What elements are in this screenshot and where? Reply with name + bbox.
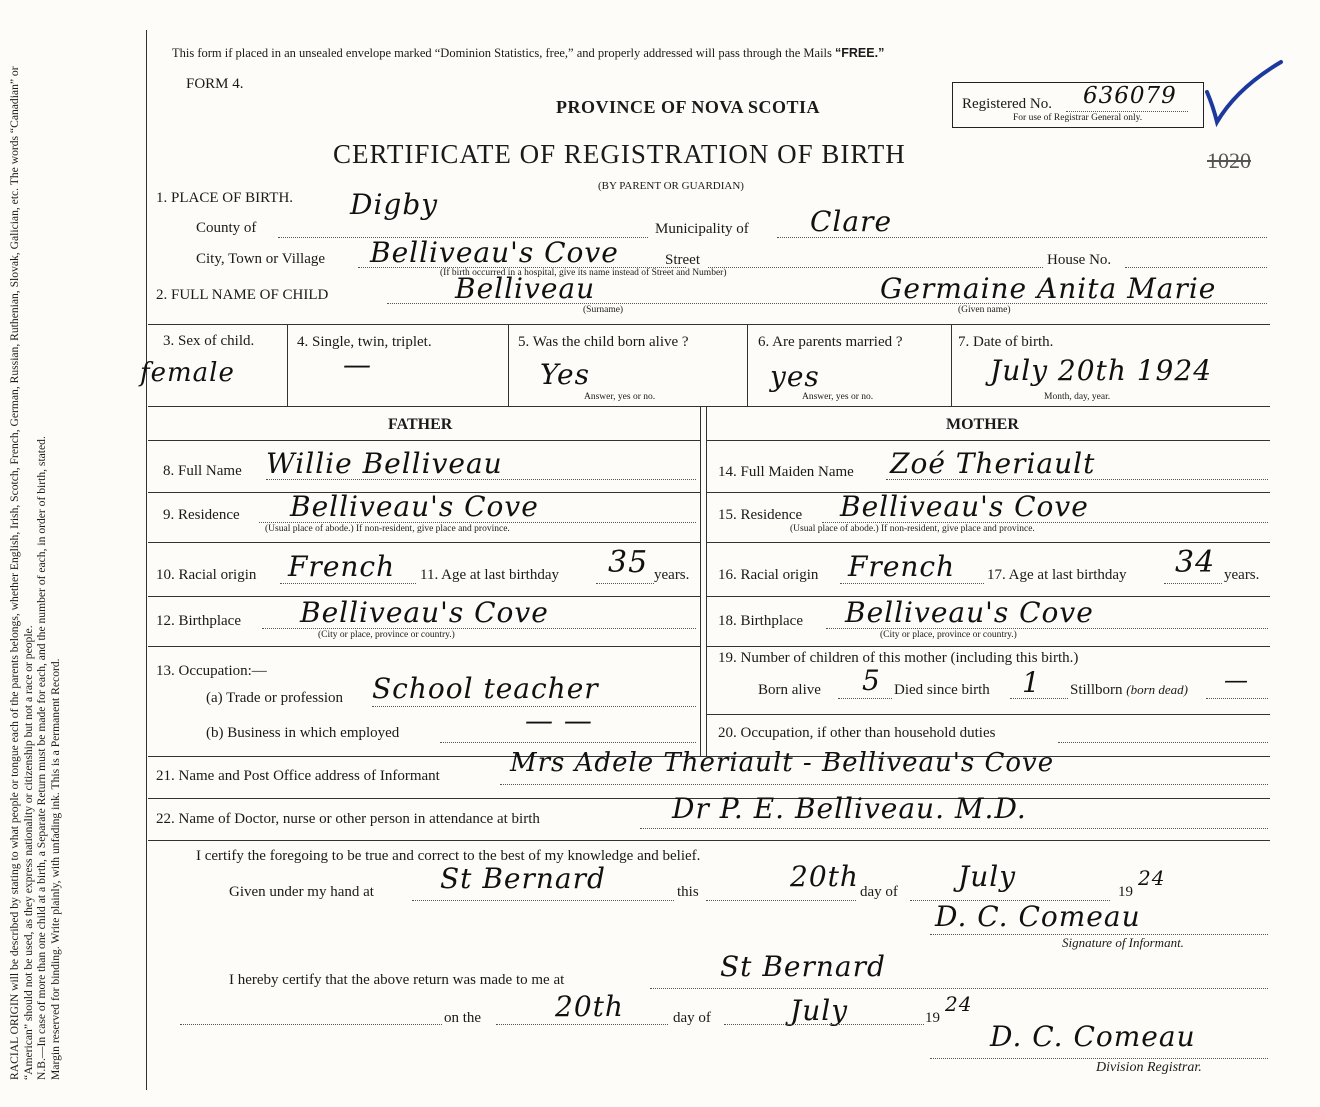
doctor-dotline: [640, 828, 1268, 829]
mother-birthplace-label: 18. Birthplace: [718, 613, 803, 629]
father-name-label: 8. Full Name: [163, 463, 242, 479]
father-trade-label: (a) Trade or profession: [206, 690, 344, 706]
rule-heads-left: [148, 440, 700, 441]
child-name-dotline: [387, 303, 1267, 304]
child-name-label: 2. FULL NAME OF CHILD: [156, 287, 329, 303]
informant-dotline: [500, 784, 1268, 785]
given-name-caption: (Given name): [958, 305, 1011, 315]
margin-binding-note: Margin reserved for binding. Write plainly, with unfading ink. This is a Permanent Record.: [48, 658, 62, 1080]
certify-statement: I certify the foregoing to be true and correct to the best of my knowledge and belief.: [196, 848, 701, 864]
certificate-title: CERTIFICATE OF REGISTRATION OF BIRTH: [333, 139, 906, 169]
municipality-value: Clare: [810, 205, 893, 238]
parents-divider-b: [706, 406, 707, 756]
father-trade-value: School teacher: [372, 672, 599, 705]
father-birthplace-value: Belliveau's Cove: [300, 596, 549, 629]
mother-racial-dotline: [840, 583, 984, 584]
house-dotline: [1125, 267, 1267, 268]
father-racial-label: 10. Racial origin: [156, 567, 257, 583]
born-alive-dotline: [838, 698, 892, 699]
alive-label: 5. Was the child born alive ?: [518, 334, 689, 350]
married-caption: Answer, yes or no.: [802, 392, 874, 402]
street-dotline: [708, 267, 1043, 268]
alive-caption: Answer, yes or no.: [584, 392, 656, 402]
father-birthplace-dotline: [262, 628, 696, 629]
mother-name-label: 14. Full Maiden Name: [718, 464, 854, 480]
mail-notice-free: “FREE.”: [835, 46, 885, 60]
certify-day-dotline: [706, 900, 856, 901]
married-value: yes: [770, 360, 820, 393]
father-birthplace-label: 12. Birthplace: [156, 613, 241, 629]
registrar-signature: D. C. Comeau: [990, 1020, 1196, 1053]
died-dotline: [1010, 698, 1068, 699]
father-age-label: 11. Age at last birthday: [420, 567, 559, 583]
rule-row9-right: [706, 542, 1270, 543]
registrar-on-label: on the: [444, 1010, 482, 1026]
father-residence-value: Belliveau's Cove: [290, 490, 539, 523]
registrar-lead-dotline: [180, 1024, 442, 1025]
child-given-names: Germaine Anita Marie: [880, 272, 1217, 305]
mother-heading: MOTHER: [946, 416, 1019, 433]
plurality-value: —: [343, 348, 372, 381]
informant-value: Mrs Adele Theriault - Belliveau's Cove: [510, 748, 1055, 778]
check-mark-icon: [1205, 58, 1285, 128]
sex-label: 3. Sex of child.: [163, 333, 255, 349]
street-label: Street: [665, 252, 700, 268]
rule-row9-left: [148, 542, 700, 543]
mother-age-dotline: [1164, 583, 1222, 584]
stillborn-label: Stillborn (born dead): [1070, 682, 1189, 698]
registrar-month: July: [790, 994, 849, 1027]
rule-parents-top: [148, 406, 1270, 407]
registered-number: 636079: [1083, 83, 1177, 109]
rule-doctor: [148, 840, 1270, 841]
given-place: St Bernard: [440, 862, 606, 895]
father-city-note: (City or place, province or country.): [318, 630, 455, 640]
father-abode-note: (Usual place of abode.) If non-resident, give place and province.: [265, 524, 510, 534]
details-divider-3: [747, 324, 748, 406]
father-name-dotline: [266, 479, 696, 480]
dob-label: 7. Date of birth.: [958, 334, 1054, 350]
child-surname: Belliveau: [455, 272, 596, 305]
father-business-dotline: [440, 742, 696, 743]
father-residence-dotline: [259, 522, 696, 523]
municipality-label: Municipality of: [655, 221, 749, 237]
registrar-day-dotline: [496, 1024, 668, 1025]
mother-age-label: 17. Age at last birthday: [987, 567, 1127, 583]
father-residence-label: 9. Residence: [163, 507, 240, 523]
dob-caption: Month, day, year.: [1044, 392, 1111, 402]
details-divider-2: [508, 324, 509, 406]
binding-margin-line: [146, 30, 147, 1090]
married-label: 6. Are parents married ?: [758, 334, 903, 350]
mother-residence-dotline: [822, 522, 1268, 523]
county-value: Digby: [350, 188, 439, 221]
registered-dotline: [1066, 111, 1188, 112]
corner-mark: 1020: [1207, 148, 1251, 173]
city-label: City, Town or Village: [196, 251, 326, 267]
details-divider-1: [287, 324, 288, 406]
father-occupation-label: 13. Occupation:—: [156, 663, 267, 679]
hospital-note: (If birth occurred in a hospital, give its name instead of Street and Number): [440, 268, 727, 278]
father-business-label: (b) Business in which employed: [206, 725, 400, 741]
registrar-caption: Division Registrar.: [1096, 1060, 1202, 1075]
county-label: County of: [196, 220, 257, 236]
registered-label: Registered No.: [962, 96, 1052, 112]
father-age-value: 35: [608, 545, 649, 580]
certify-month: July: [958, 860, 1017, 893]
province-heading: PROVINCE OF NOVA SCOTIA: [556, 97, 821, 117]
died-label: Died since birth: [894, 682, 990, 698]
this-label: this: [677, 884, 699, 900]
stillborn-dotline: [1206, 698, 1268, 699]
registrar-signature-dotline: [930, 1058, 1268, 1059]
registrar-place-dotline: [650, 988, 1268, 989]
informant-signature-caption: Signature of Informant.: [1062, 935, 1184, 950]
informant-label: 21. Name and Post Office address of Informant: [156, 768, 440, 784]
doctor-label: 22. Name of Doctor, nurse or other person in attendance at birth: [156, 811, 540, 827]
registrar-place: St Bernard: [720, 950, 886, 983]
mother-name-value: Zoé Theriault: [890, 447, 1096, 480]
surname-caption: (Surname): [583, 305, 624, 315]
mother-occupation-label: 20. Occupation, if other than household duties: [718, 725, 996, 741]
parents-divider-a: [700, 406, 701, 756]
mother-name-dotline: [886, 479, 1268, 480]
certify-year-prefix: 19: [1118, 884, 1133, 900]
father-heading: FATHER: [388, 416, 453, 433]
mother-years-label: years.: [1224, 567, 1260, 583]
father-racial-value: French: [288, 550, 396, 583]
stillborn-value: —: [1224, 666, 1249, 694]
father-racial-dotline: [280, 583, 416, 584]
city-value: Belliveau's Cove: [370, 236, 619, 269]
margin-racial-origin-note: RACIAL ORIGIN will be described by stating to what people or tongue each of the parents belongs, whether English, Irish, Scotch, French, German, Russian, Ruthenian, Slovak, Galician, etc. The words “Canadian” or “American” should not be used, as they express nationality or citizenship but not a race or people.: [8, 66, 35, 1080]
registrar-day-label: day of: [673, 1010, 711, 1026]
sex-value: female: [140, 358, 235, 388]
given-place-dotline: [412, 900, 674, 901]
margin-instructions: [8, 20, 62, 1080]
registrar-statement: I hereby certify that the above return was made to me at: [229, 972, 565, 988]
margin-multiple-birth-note: N.B.—In case of more than one child at a birth, a Separate Return must be made for each, and the number of each, in order of birth, stated.: [35, 436, 48, 1080]
details-divider-4: [951, 324, 952, 406]
rule-row19: [706, 714, 1270, 715]
mother-residence-label: 15. Residence: [718, 507, 803, 523]
rule-row12-left: [148, 646, 700, 647]
doctor-value: Dr P. E. Belliveau. M.D.: [672, 792, 1027, 825]
born-alive-value: 5: [862, 664, 881, 697]
plurality-label: 4. Single, twin, triplet.: [297, 334, 432, 350]
form-number: FORM 4.: [186, 76, 244, 92]
mail-notice: This form if placed in an unsealed envelope marked “Dominion Statistics, free,” and properly addressed will pass through the Mails “FREE.”: [172, 46, 885, 60]
registrar-note: For use of Registrar General only.: [1013, 113, 1143, 123]
died-value: 1: [1022, 666, 1041, 699]
rule-details-top: [148, 324, 1270, 325]
father-years-label: years.: [654, 567, 690, 583]
stillborn-note: (born dead): [1126, 682, 1189, 697]
registrar-date-dotline: [724, 1024, 924, 1025]
born-alive-label: Born alive: [758, 682, 821, 698]
registrar-year: 24: [945, 992, 973, 1016]
mother-birthplace-dotline: [826, 628, 1268, 629]
given-label: Given under my hand at: [229, 884, 374, 900]
registrar-day: 20th: [555, 990, 624, 1023]
certify-year: 24: [1138, 866, 1166, 890]
house-label: House No.: [1047, 252, 1112, 268]
mother-city-note: (City or place, province or country.): [880, 630, 1017, 640]
mother-racial-value: French: [848, 550, 956, 583]
father-business-value: — —: [525, 704, 593, 737]
registrar-year-prefix: 19: [925, 1010, 940, 1026]
mother-birthplace-value: Belliveau's Cove: [845, 596, 1094, 629]
father-name-value: Willie Belliveau: [266, 447, 503, 480]
mother-occupation-dotline: [1058, 742, 1268, 743]
mother-residence-value: Belliveau's Cove: [840, 490, 1089, 523]
mother-children-label: 19. Number of children of this mother (including this birth.): [718, 650, 1079, 666]
father-age-dotline: [596, 583, 654, 584]
municipality-dotline: [777, 237, 1267, 238]
certify-day: 20th: [790, 860, 859, 893]
certify-day-label: day of: [860, 884, 898, 900]
rule-heads-right: [706, 440, 1270, 441]
mother-abode-note: (Usual place of abode.) If non-resident, give place and province.: [790, 524, 1035, 534]
mother-racial-label: 16. Racial origin: [718, 567, 819, 583]
dob-value: July 20th 1924: [990, 354, 1213, 387]
informant-signature: D. C. Comeau: [935, 900, 1141, 933]
certificate-subtitle: (BY PARENT OR GUARDIAN): [598, 180, 744, 192]
alive-value: Yes: [540, 358, 590, 391]
registration-box: [952, 82, 1204, 128]
mother-age-value: 34: [1175, 545, 1216, 580]
place-of-birth-label: 1. PLACE OF BIRTH.: [156, 190, 294, 206]
rule-row12-right: [706, 646, 1270, 647]
